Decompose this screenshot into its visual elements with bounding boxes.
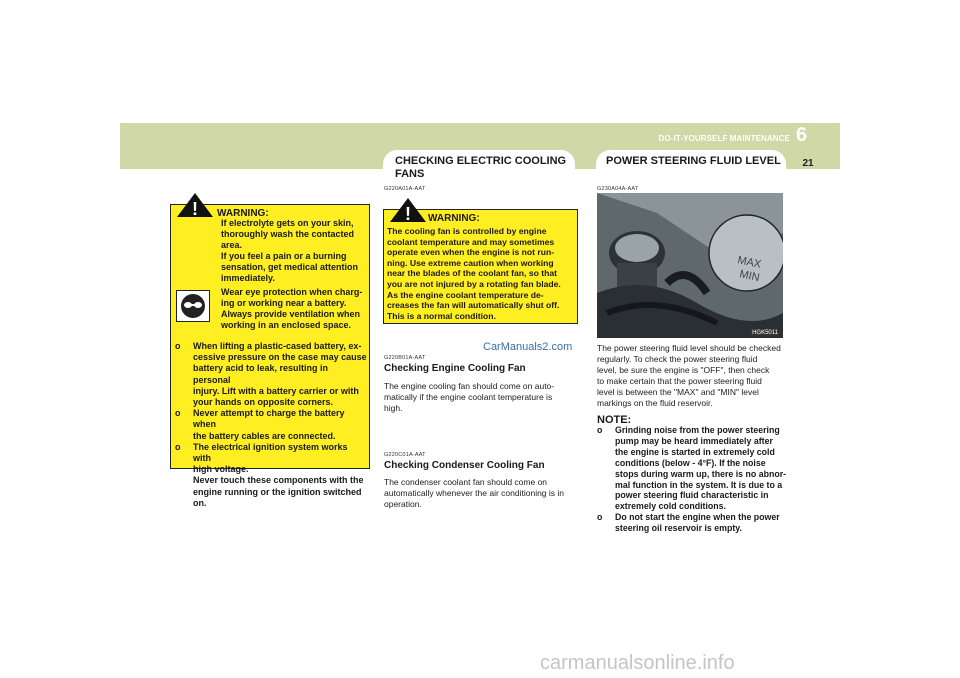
- chapter-number: 6: [796, 124, 808, 146]
- section-code: G220C01A-AAT: [384, 452, 426, 458]
- list-item: o Do not start the engine when the power steering oil reservoir is empty.: [597, 512, 780, 534]
- list-item: o When lifting a plastic-cased battery, ex- cessive pressure on the case may cause battery acid to leak, resulting in personal injury. Lift with a battery carrier or with your hands on opposite corners.: [175, 341, 367, 408]
- list-item: o The electrical ignition system works with high voltage. Never touch these components with the engine running or the ignition switched on.: [175, 441, 364, 508]
- warning-triangle-icon: [176, 192, 214, 218]
- warning-text: If electrolyte gets on your skin, thoroughly wash the contacted area. If you feel a pain or a burning sensation, get medical attention immediately.: [221, 218, 359, 283]
- section-title-power-steering: POWER STEERING FLUID LEVEL: [606, 155, 781, 167]
- power-steering-reservoir-photo: [597, 193, 783, 338]
- warning-triangle-icon: [389, 197, 427, 223]
- footer-watermark: carmanualsonline.info: [540, 652, 735, 674]
- page-number: 21: [802, 158, 814, 169]
- warning-title: WARNING:: [428, 213, 480, 224]
- svg-text:!: !: [192, 199, 198, 218]
- min-marking: MIN: [738, 268, 761, 285]
- note-title: NOTE:: [597, 414, 632, 426]
- list-item: o Grinding noise from the power steering pump may be heard immediately after the engine is started in extremely cold conditions (below - 4°F). If the noise stops during warm up, there is no abnor- mal function in the system. It is due to a power steering fluid characteristic in extremely cold conditions.: [597, 425, 787, 512]
- power-steering-body: The power steering fluid level should be checked regularly. To check the power steering fluid level, be sure the engine is "OFF", then check to make certain that the power steering fluid level is between the "MAX" and "MIN" level markings on the fluid reservoir.: [597, 343, 781, 408]
- condenser-fan-body: The condenser coolant fan should come on automatically whenever the air conditioning is in operation.: [384, 477, 565, 509]
- svg-text:!: !: [405, 204, 411, 223]
- engine-fan-subhead: Checking Engine Cooling Fan: [384, 363, 526, 374]
- section-code: G230A04A-AAT: [597, 186, 639, 192]
- photo-code-label: HGK5011: [752, 330, 778, 336]
- section-title-cooling-fans: CHECKING ELECTRIC COOLING FANS: [395, 155, 567, 180]
- eye-protection-icon: [176, 290, 210, 322]
- warning-title: WARNING:: [217, 208, 269, 219]
- section-code: G220A01A-AAT: [384, 186, 426, 192]
- list-item: o Never attempt to charge the battery when the battery cables are connected.: [175, 408, 345, 441]
- carmanuals-watermark: CarManuals2.com: [483, 341, 573, 353]
- cooling-fan-warning-text: The cooling fan is controlled by engine coolant temperature and may sometimes operate even when the engine is not run- ning. Use extreme caution when working near the blades of the coolant fan, so that you are not injured by a rotating fan blade. As the engine coolant temperature de- creases the fan will automatically shut off. This is a normal condition.: [387, 226, 561, 321]
- battery-bullet-list: [175, 341, 367, 509]
- max-marking: MAX: [736, 254, 763, 271]
- engine-bay-illustration: [597, 193, 783, 338]
- condenser-fan-subhead: Checking Condenser Cooling Fan: [384, 460, 545, 471]
- section-code: G220B01A-AAT: [384, 355, 426, 361]
- power-steering-notes: [597, 425, 787, 534]
- chapter-title: DO-IT-YOURSELF MAINTENANCE: [658, 134, 790, 143]
- eye-protection-text: Wear eye protection when charg- ing or working near a battery. Always provide ventilation when working in an enclosed space.: [221, 287, 363, 330]
- engine-fan-body: The engine cooling fan should come on auto- matically if the engine coolant temperature is high.: [384, 381, 555, 413]
